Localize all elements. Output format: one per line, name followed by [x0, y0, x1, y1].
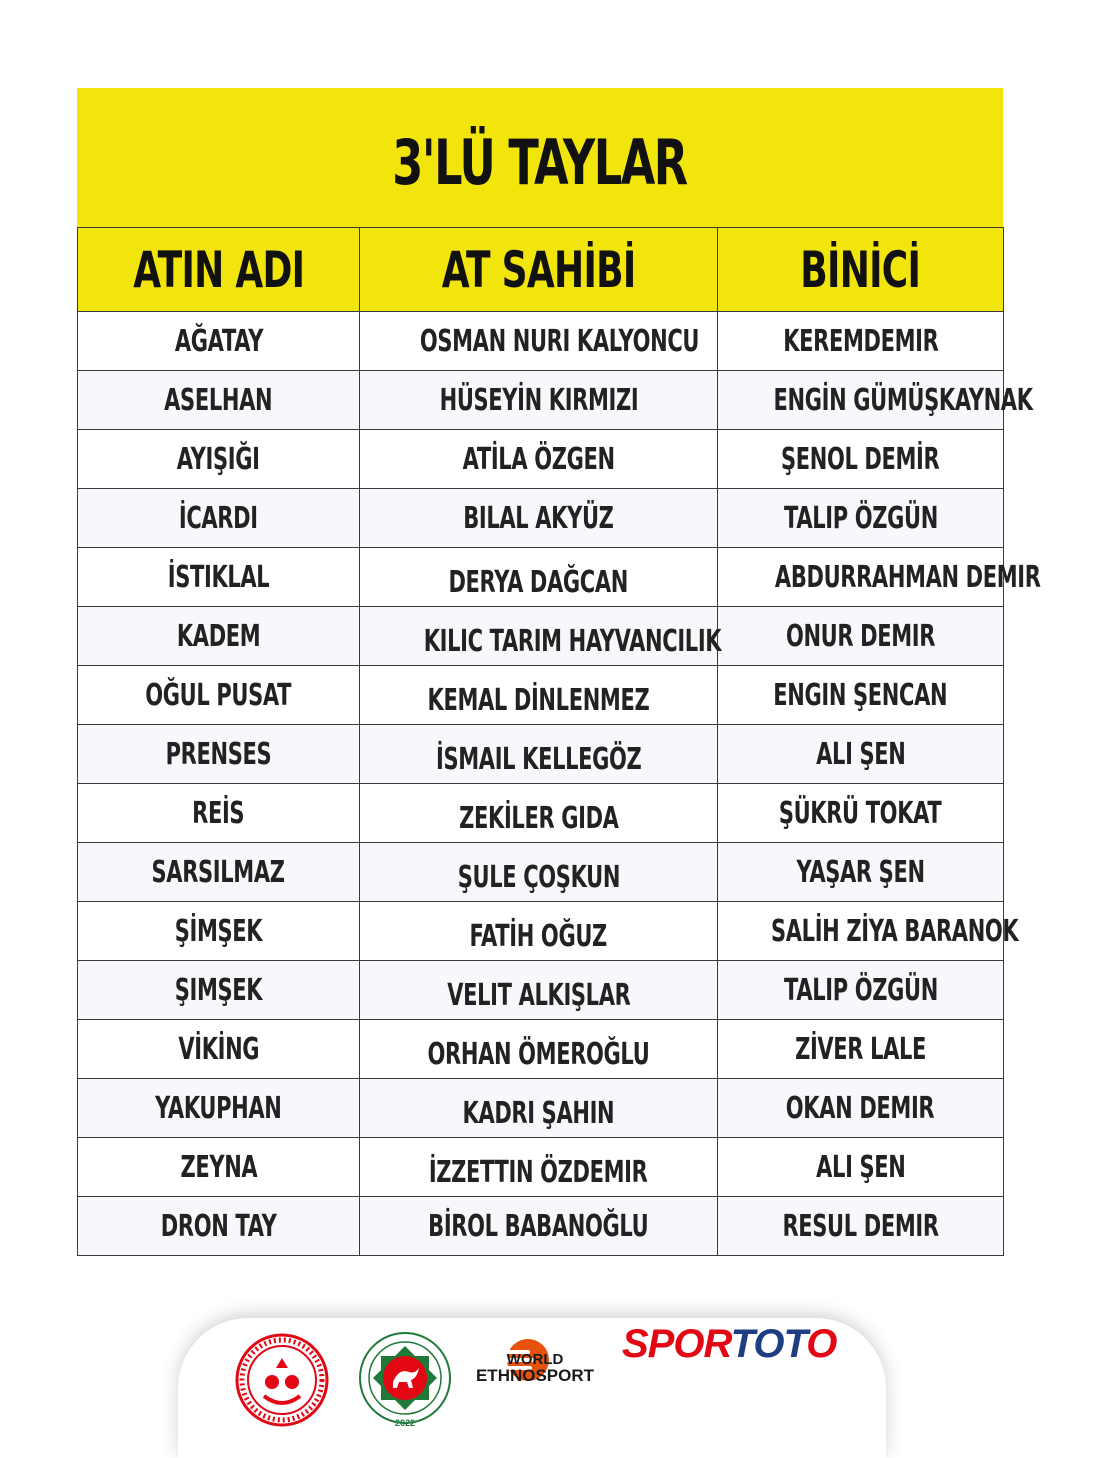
table-row	[78, 1138, 1004, 1197]
owner-cell: İZZETTIN ÖZDEMIR	[360, 1138, 718, 1197]
table-body	[78, 312, 1041, 1256]
owner-cell: ORHAN ÖMEROĞLU	[360, 1020, 718, 1079]
rider-cell: KEREMDEMIR	[718, 312, 1004, 371]
table-row	[78, 902, 1004, 961]
owner-cell: DERYA DAĞCAN	[360, 548, 718, 607]
owner-cell: VELIT ALKIŞLAR	[360, 961, 718, 1020]
rider-cell: ALI ŞEN	[718, 725, 1004, 784]
header-owner: AT SAHİBİ	[360, 228, 718, 312]
owner-cell: KADRI ŞAHIN	[360, 1079, 718, 1138]
horse-name-cell: DRON TAY	[78, 1197, 360, 1256]
horse-name-cell: VİKİNG	[78, 1020, 360, 1079]
owner-cell: ŞULE ÇOŞKUN	[360, 843, 718, 902]
rider-cell: YAŞAR ŞEN	[718, 843, 1004, 902]
rider-cell: TALIP ÖZGÜN	[718, 961, 1004, 1020]
owner-cell: ZEKİLER GIDA	[360, 784, 718, 843]
horse-table	[77, 227, 1041, 1256]
owner-cell: İSMAIL KELLEGÖZ	[360, 725, 718, 784]
table-row	[78, 784, 1004, 843]
sportoto-logo: SPORTOTO	[622, 1322, 837, 1366]
world-ethnosport-label: WORLD ETHNOSPORT	[475, 1351, 595, 1385]
table-row	[78, 961, 1004, 1020]
horse-name-cell: İCARDI	[78, 489, 360, 548]
table-row	[78, 1197, 1004, 1256]
page-title: 3'LÜ TAYLAR	[392, 126, 688, 199]
table-row	[78, 312, 1004, 371]
table-row	[78, 430, 1004, 489]
header-row	[78, 228, 1004, 312]
federation-emblem-icon	[357, 1330, 453, 1430]
title-band	[77, 88, 1003, 227]
table-row	[78, 548, 1004, 607]
owner-cell: HÜSEYİN KIRMIZI	[360, 371, 718, 430]
rider-cell: ENGIN ŞENCAN	[718, 666, 1004, 725]
owner-cell: FATİH OĞUZ	[360, 902, 718, 961]
rider-cell: ONUR DEMIR	[718, 607, 1004, 666]
horse-name-cell: İSTIKLAL	[78, 548, 360, 607]
horse-name-cell: ZEYNA	[78, 1138, 360, 1197]
rider-cell: SALİH ZİYA BARANOK	[718, 902, 1004, 961]
rider-cell: ENGİN GÜMÜŞKAYNAK	[718, 371, 1004, 430]
horse-name-cell: AYIŞIĞI	[78, 430, 360, 489]
owner-cell: OSMAN NURI KALYONCU	[360, 312, 718, 371]
table-row	[78, 1020, 1004, 1079]
rider-cell: ZİVER LALE	[718, 1020, 1004, 1079]
horse-name-cell: REİS	[78, 784, 360, 843]
horse-name-cell: KADEM	[78, 607, 360, 666]
horse-name-cell: ŞIMŞEK	[78, 961, 360, 1020]
horse-name-cell: YAKUPHAN	[78, 1079, 360, 1138]
rider-cell: TALIP ÖZGÜN	[718, 489, 1004, 548]
owner-cell: ATİLA ÖZGEN	[360, 430, 718, 489]
table-row	[78, 371, 1004, 430]
table-row	[78, 607, 1004, 666]
horse-list-sheet	[77, 88, 1041, 1256]
owner-cell: KILIC TARIM HAYVANCILIK	[360, 607, 718, 666]
rider-cell: ALI ŞEN	[718, 1138, 1004, 1197]
horse-name-cell: SARSILMAZ	[78, 843, 360, 902]
table-row	[78, 666, 1004, 725]
horse-name-cell: PRENSES	[78, 725, 360, 784]
owner-cell: BILAL AKYÜZ	[360, 489, 718, 548]
table-row	[78, 843, 1004, 902]
federation-year: 2022	[394, 1418, 416, 1428]
table-row	[78, 1079, 1004, 1138]
header-rider: BİNİCİ	[718, 228, 1004, 312]
rider-cell: RESUL DEMIR	[718, 1197, 1004, 1256]
table-row	[78, 489, 1004, 548]
horse-name-cell: ASELHAN	[78, 371, 360, 430]
horse-name-cell: ŞİMŞEK	[78, 902, 360, 961]
rider-cell: ŞENOL DEMİR	[718, 430, 1004, 489]
horse-name-cell: OĞUL PUSAT	[78, 666, 360, 725]
table-row	[78, 725, 1004, 784]
horse-name-cell: AĞATAY	[78, 312, 360, 371]
gsb-emblem-icon	[234, 1332, 330, 1428]
rider-cell: OKAN DEMIR	[718, 1079, 1004, 1138]
owner-cell: KEMAL DİNLENMEZ	[360, 666, 718, 725]
owner-cell: BİROL BABANOĞLU	[360, 1197, 718, 1256]
header-horse-name: ATIN ADI	[78, 228, 360, 312]
rider-cell: ŞÜKRÜ TOKAT	[718, 784, 1004, 843]
rider-cell: ABDURRAHMAN DEMIR	[718, 548, 1004, 607]
